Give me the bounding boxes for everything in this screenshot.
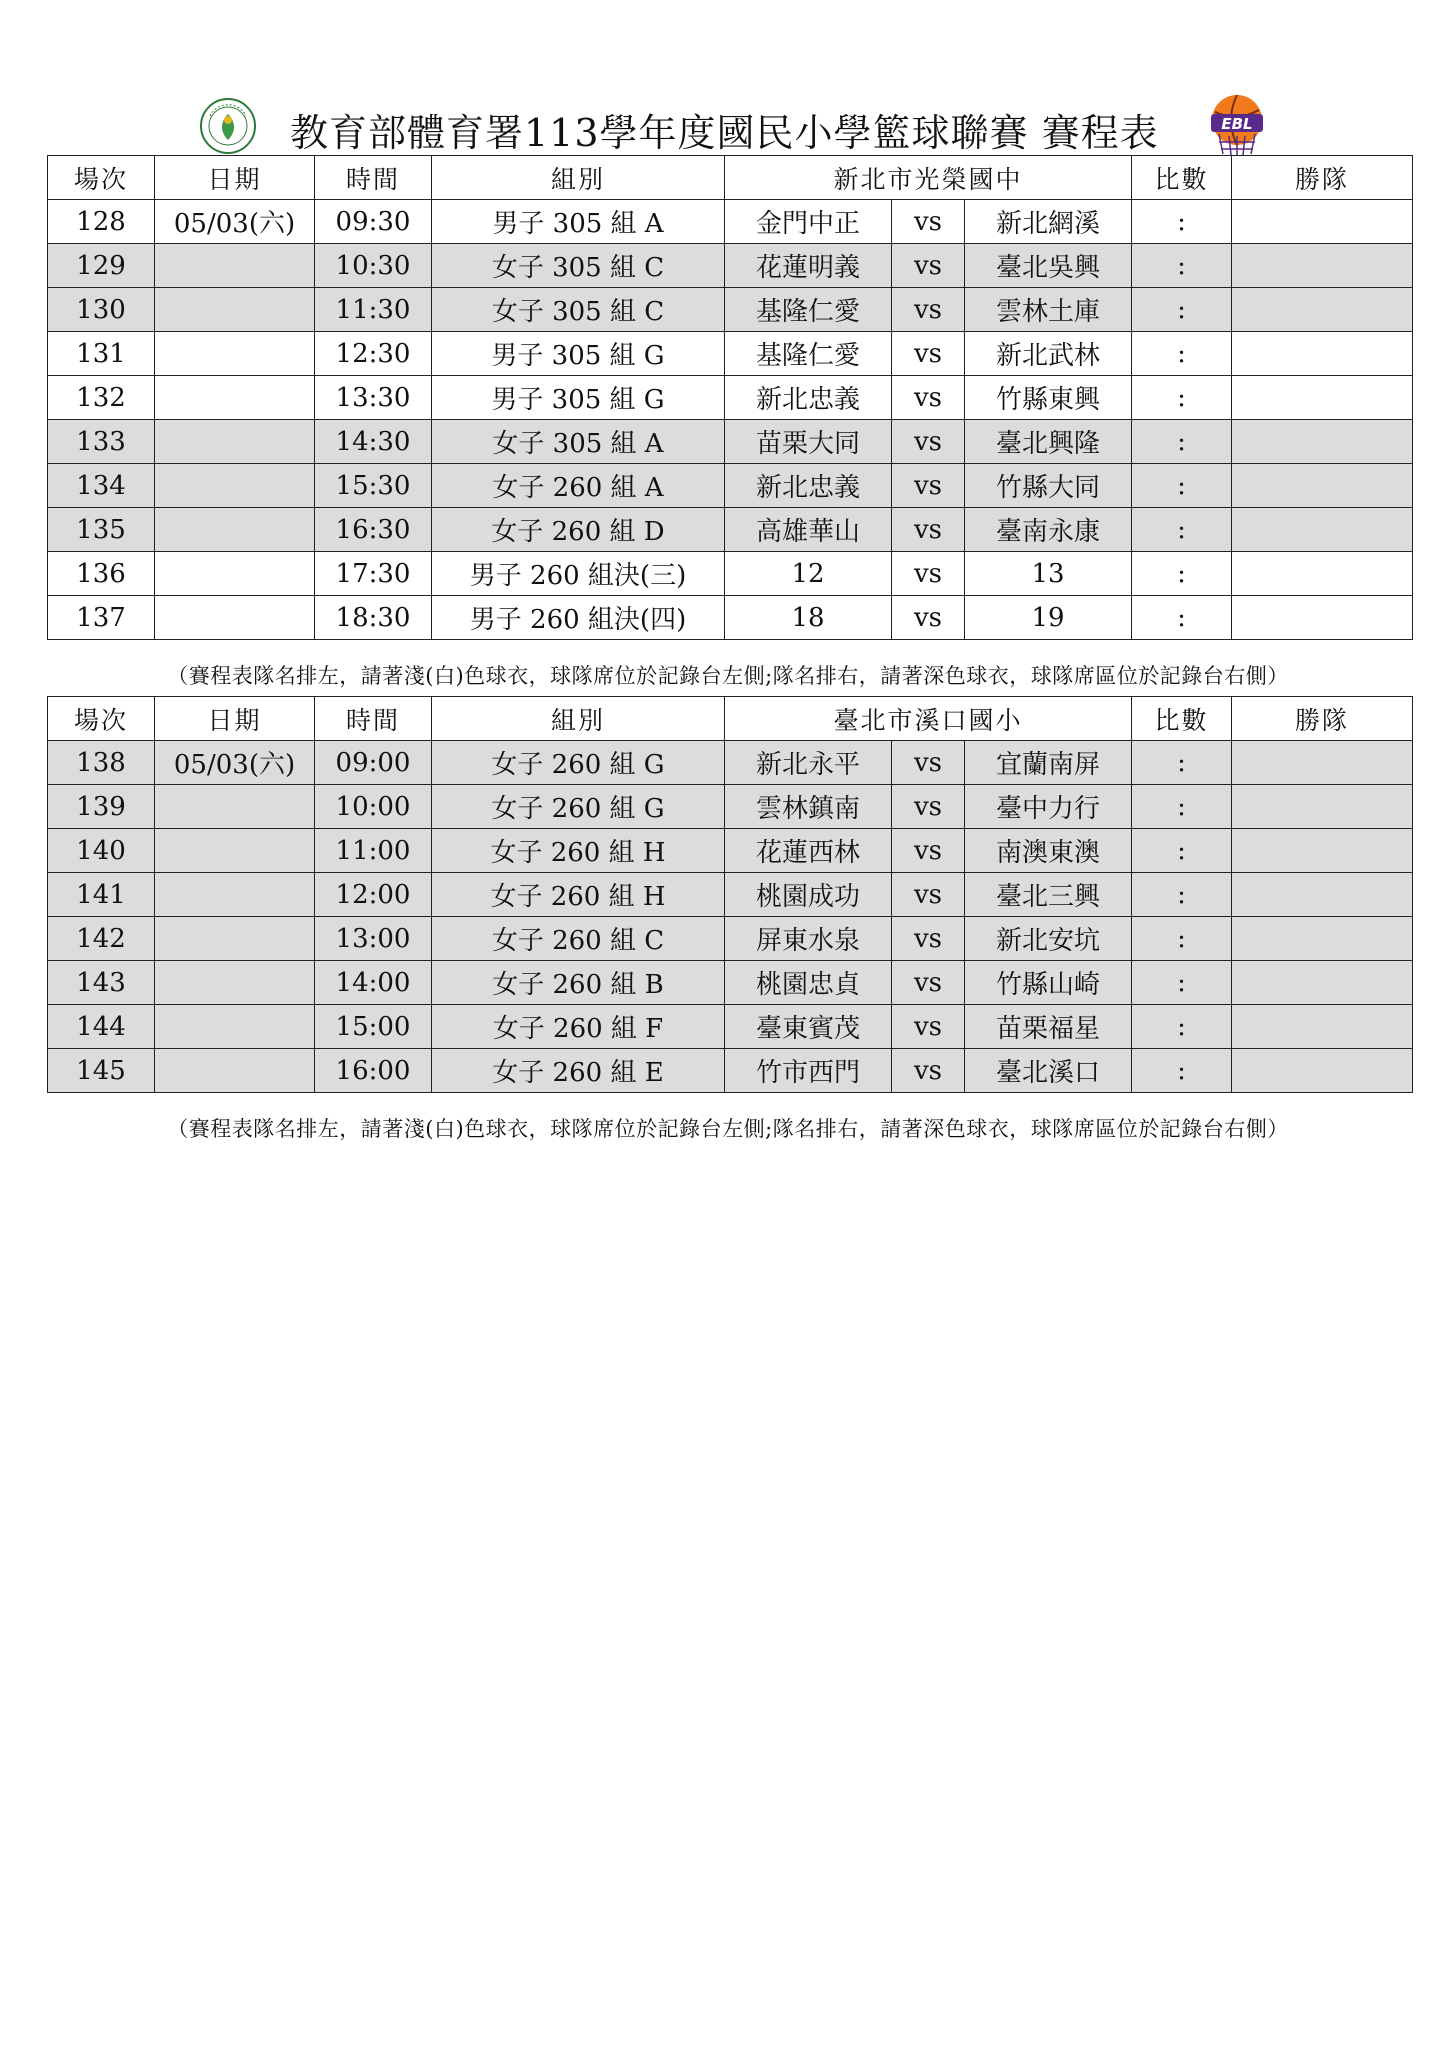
game-date bbox=[155, 332, 315, 376]
vs-label: vs bbox=[892, 464, 965, 508]
game-group: 女子 305 組 C bbox=[432, 244, 725, 288]
game-date: 05/03(六) bbox=[155, 741, 315, 785]
game-no: 140 bbox=[48, 829, 155, 873]
vs-label: vs bbox=[892, 873, 965, 917]
home-team: 桃園忠貞 bbox=[725, 961, 892, 1005]
winner-cell bbox=[1232, 376, 1413, 420]
home-team: 12 bbox=[725, 552, 892, 596]
game-no: 131 bbox=[48, 332, 155, 376]
away-team: 臺中力行 bbox=[965, 785, 1132, 829]
game-group: 女子 260 組 A bbox=[432, 464, 725, 508]
score-cell: : bbox=[1132, 596, 1232, 640]
col-header-time: 時間 bbox=[315, 697, 432, 741]
winner-cell bbox=[1232, 829, 1413, 873]
winner-cell bbox=[1232, 785, 1413, 829]
vs-label: vs bbox=[892, 508, 965, 552]
game-time: 14:00 bbox=[315, 961, 432, 1005]
vs-label: vs bbox=[892, 200, 965, 244]
winner-cell bbox=[1232, 741, 1413, 785]
vs-label: vs bbox=[892, 741, 965, 785]
home-team: 桃園成功 bbox=[725, 873, 892, 917]
game-time: 12:30 bbox=[315, 332, 432, 376]
winner-cell bbox=[1232, 1005, 1413, 1049]
table-row bbox=[48, 961, 1413, 1005]
vs-label: vs bbox=[892, 829, 965, 873]
vs-label: vs bbox=[892, 332, 965, 376]
game-date bbox=[155, 376, 315, 420]
game-time: 10:30 bbox=[315, 244, 432, 288]
vs-label: vs bbox=[892, 376, 965, 420]
game-time: 16:30 bbox=[315, 508, 432, 552]
vs-label: vs bbox=[892, 596, 965, 640]
game-group: 女子 305 組 A bbox=[432, 420, 725, 464]
ministry-of-education-logo-icon bbox=[198, 96, 258, 156]
score-cell: : bbox=[1132, 552, 1232, 596]
ebl-logo-text: EBL bbox=[1221, 115, 1253, 133]
game-group: 女子 260 組 G bbox=[432, 741, 725, 785]
home-team: 新北忠義 bbox=[725, 376, 892, 420]
table-row bbox=[48, 508, 1413, 552]
game-time: 15:00 bbox=[315, 1005, 432, 1049]
home-team: 金門中正 bbox=[725, 200, 892, 244]
home-team: 花蓮明義 bbox=[725, 244, 892, 288]
table-row bbox=[48, 200, 1413, 244]
venue-name: 新北市光榮國中 bbox=[725, 156, 1132, 200]
winner-cell bbox=[1232, 420, 1413, 464]
score-cell: : bbox=[1132, 244, 1232, 288]
score-cell: : bbox=[1132, 288, 1232, 332]
game-date bbox=[155, 464, 315, 508]
away-team: 新北武林 bbox=[965, 332, 1132, 376]
col-header-game-no: 場次 bbox=[48, 156, 155, 200]
winner-cell bbox=[1232, 288, 1413, 332]
winner-cell bbox=[1232, 873, 1413, 917]
game-time: 18:30 bbox=[315, 596, 432, 640]
away-team: 宜蘭南屏 bbox=[965, 741, 1132, 785]
game-no: 141 bbox=[48, 873, 155, 917]
game-group: 女子 260 組 D bbox=[432, 508, 725, 552]
game-time: 17:30 bbox=[315, 552, 432, 596]
table-row bbox=[48, 1005, 1413, 1049]
game-no: 135 bbox=[48, 508, 155, 552]
col-header-winner: 勝隊 bbox=[1232, 697, 1413, 741]
game-date bbox=[155, 873, 315, 917]
winner-cell bbox=[1232, 464, 1413, 508]
game-date bbox=[155, 244, 315, 288]
page-title: 教育部體育署113學年度國民小學籃球聯賽 賽程表 bbox=[290, 111, 1159, 155]
game-group: 女子 260 組 F bbox=[432, 1005, 725, 1049]
home-team: 苗栗大同 bbox=[725, 420, 892, 464]
table-row bbox=[48, 244, 1413, 288]
vs-label: vs bbox=[892, 552, 965, 596]
away-team: 苗栗福星 bbox=[965, 1005, 1132, 1049]
game-no: 133 bbox=[48, 420, 155, 464]
table-row bbox=[48, 785, 1413, 829]
game-date bbox=[155, 1049, 315, 1093]
game-group: 女子 260 組 C bbox=[432, 917, 725, 961]
table-row bbox=[48, 288, 1413, 332]
home-team: 新北忠義 bbox=[725, 464, 892, 508]
home-team: 基隆仁愛 bbox=[725, 332, 892, 376]
away-team: 臺南永康 bbox=[965, 508, 1132, 552]
game-date bbox=[155, 596, 315, 640]
score-cell: : bbox=[1132, 1005, 1232, 1049]
score-cell: : bbox=[1132, 508, 1232, 552]
game-group: 女子 260 組 B bbox=[432, 961, 725, 1005]
vs-label: vs bbox=[892, 917, 965, 961]
away-team: 19 bbox=[965, 596, 1132, 640]
game-no: 134 bbox=[48, 464, 155, 508]
score-cell: : bbox=[1132, 873, 1232, 917]
schedule-table-guangrong bbox=[47, 155, 1413, 640]
game-time: 09:00 bbox=[315, 741, 432, 785]
home-team: 花蓮西林 bbox=[725, 829, 892, 873]
game-no: 128 bbox=[48, 200, 155, 244]
game-group: 男子 260 組決(三) bbox=[432, 552, 725, 596]
col-header-group: 組別 bbox=[432, 156, 725, 200]
winner-cell bbox=[1232, 244, 1413, 288]
winner-cell bbox=[1232, 508, 1413, 552]
game-no: 143 bbox=[48, 961, 155, 1005]
jersey-note: （賽程表隊名排左，請著淺(白)色球衣，球隊席位於記錄台左側;隊名排右，請著深色球衣，球隊席區位於記錄台右側） bbox=[167, 664, 1289, 688]
game-date bbox=[155, 420, 315, 464]
col-header-score: 比數 bbox=[1132, 697, 1232, 741]
home-team: 竹市西門 bbox=[725, 1049, 892, 1093]
vs-label: vs bbox=[892, 420, 965, 464]
winner-cell bbox=[1232, 200, 1413, 244]
away-team: 竹縣山崎 bbox=[965, 961, 1132, 1005]
game-date bbox=[155, 917, 315, 961]
table-row bbox=[48, 596, 1413, 640]
away-team: 臺北溪口 bbox=[965, 1049, 1132, 1093]
away-team: 臺北興隆 bbox=[965, 420, 1132, 464]
score-cell: : bbox=[1132, 464, 1232, 508]
table-row bbox=[48, 376, 1413, 420]
winner-cell bbox=[1232, 596, 1413, 640]
score-cell: : bbox=[1132, 917, 1232, 961]
game-no: 132 bbox=[48, 376, 155, 420]
winner-cell bbox=[1232, 332, 1413, 376]
col-header-time: 時間 bbox=[315, 156, 432, 200]
score-cell: : bbox=[1132, 785, 1232, 829]
away-team: 新北網溪 bbox=[965, 200, 1132, 244]
game-no: 144 bbox=[48, 1005, 155, 1049]
game-time: 14:30 bbox=[315, 420, 432, 464]
game-group: 女子 260 組 G bbox=[432, 785, 725, 829]
score-cell: : bbox=[1132, 332, 1232, 376]
table-row bbox=[48, 829, 1413, 873]
game-group: 男子 305 組 G bbox=[432, 376, 725, 420]
table-row bbox=[48, 464, 1413, 508]
vs-label: vs bbox=[892, 961, 965, 1005]
score-cell: : bbox=[1132, 420, 1232, 464]
away-team: 新北安坑 bbox=[965, 917, 1132, 961]
game-no: 139 bbox=[48, 785, 155, 829]
away-team: 雲林土庫 bbox=[965, 288, 1132, 332]
col-header-group: 組別 bbox=[432, 697, 725, 741]
away-team: 臺北三興 bbox=[965, 873, 1132, 917]
game-group: 男子 260 組決(四) bbox=[432, 596, 725, 640]
winner-cell bbox=[1232, 1049, 1413, 1093]
away-team: 臺北吳興 bbox=[965, 244, 1132, 288]
score-cell: : bbox=[1132, 1049, 1232, 1093]
game-time: 10:00 bbox=[315, 785, 432, 829]
col-header-date: 日期 bbox=[155, 156, 315, 200]
home-team: 雲林鎮南 bbox=[725, 785, 892, 829]
home-team: 基隆仁愛 bbox=[725, 288, 892, 332]
game-time: 11:00 bbox=[315, 829, 432, 873]
vs-label: vs bbox=[892, 1049, 965, 1093]
table-row bbox=[48, 873, 1413, 917]
col-header-score: 比數 bbox=[1132, 156, 1232, 200]
game-date bbox=[155, 961, 315, 1005]
home-team: 18 bbox=[725, 596, 892, 640]
winner-cell bbox=[1232, 961, 1413, 1005]
ebl-logo-icon bbox=[1205, 92, 1269, 158]
away-team: 南澳東澳 bbox=[965, 829, 1132, 873]
vs-label: vs bbox=[892, 244, 965, 288]
home-team: 新北永平 bbox=[725, 741, 892, 785]
table-row bbox=[48, 420, 1413, 464]
away-team: 13 bbox=[965, 552, 1132, 596]
score-cell: : bbox=[1132, 961, 1232, 1005]
game-no: 129 bbox=[48, 244, 155, 288]
away-team: 竹縣東興 bbox=[965, 376, 1132, 420]
vs-label: vs bbox=[892, 785, 965, 829]
game-date bbox=[155, 1005, 315, 1049]
game-time: 12:00 bbox=[315, 873, 432, 917]
home-team: 臺東賓茂 bbox=[725, 1005, 892, 1049]
game-no: 130 bbox=[48, 288, 155, 332]
game-date bbox=[155, 829, 315, 873]
venue-name: 臺北市溪口國小 bbox=[725, 697, 1132, 741]
game-date bbox=[155, 552, 315, 596]
score-cell: : bbox=[1132, 200, 1232, 244]
game-time: 09:30 bbox=[315, 200, 432, 244]
game-no: 137 bbox=[48, 596, 155, 640]
table-header-row bbox=[48, 156, 1413, 200]
score-cell: : bbox=[1132, 376, 1232, 420]
winner-cell bbox=[1232, 552, 1413, 596]
col-header-date: 日期 bbox=[155, 697, 315, 741]
schedule-table-xikou bbox=[47, 696, 1413, 1093]
game-time: 11:30 bbox=[315, 288, 432, 332]
table-row bbox=[48, 332, 1413, 376]
game-group: 女子 305 組 C bbox=[432, 288, 725, 332]
game-date bbox=[155, 508, 315, 552]
game-date bbox=[155, 785, 315, 829]
game-date: 05/03(六) bbox=[155, 200, 315, 244]
home-team: 高雄華山 bbox=[725, 508, 892, 552]
score-cell: : bbox=[1132, 829, 1232, 873]
game-no: 142 bbox=[48, 917, 155, 961]
game-group: 男子 305 組 A bbox=[432, 200, 725, 244]
table-row bbox=[48, 552, 1413, 596]
away-team: 竹縣大同 bbox=[965, 464, 1132, 508]
winner-cell bbox=[1232, 917, 1413, 961]
table-header-row bbox=[48, 697, 1413, 741]
game-time: 13:00 bbox=[315, 917, 432, 961]
game-time: 13:30 bbox=[315, 376, 432, 420]
table-row bbox=[48, 917, 1413, 961]
game-time: 15:30 bbox=[315, 464, 432, 508]
jersey-note: （賽程表隊名排左，請著淺(白)色球衣，球隊席位於記錄台左側;隊名排右，請著深色球衣，球隊席區位於記錄台右側） bbox=[167, 1117, 1289, 1141]
score-cell: : bbox=[1132, 741, 1232, 785]
page-header bbox=[0, 96, 1456, 160]
vs-label: vs bbox=[892, 288, 965, 332]
game-group: 女子 260 組 H bbox=[432, 873, 725, 917]
game-time: 16:00 bbox=[315, 1049, 432, 1093]
game-no: 145 bbox=[48, 1049, 155, 1093]
home-team: 屏東水泉 bbox=[725, 917, 892, 961]
vs-label: vs bbox=[892, 1005, 965, 1049]
game-group: 女子 260 組 H bbox=[432, 829, 725, 873]
game-no: 136 bbox=[48, 552, 155, 596]
game-no: 138 bbox=[48, 741, 155, 785]
game-group: 男子 305 組 G bbox=[432, 332, 725, 376]
table-row bbox=[48, 741, 1413, 785]
game-date bbox=[155, 288, 315, 332]
game-group: 女子 260 組 E bbox=[432, 1049, 725, 1093]
col-header-winner: 勝隊 bbox=[1232, 156, 1413, 200]
table-row bbox=[48, 1049, 1413, 1093]
col-header-game-no: 場次 bbox=[48, 697, 155, 741]
